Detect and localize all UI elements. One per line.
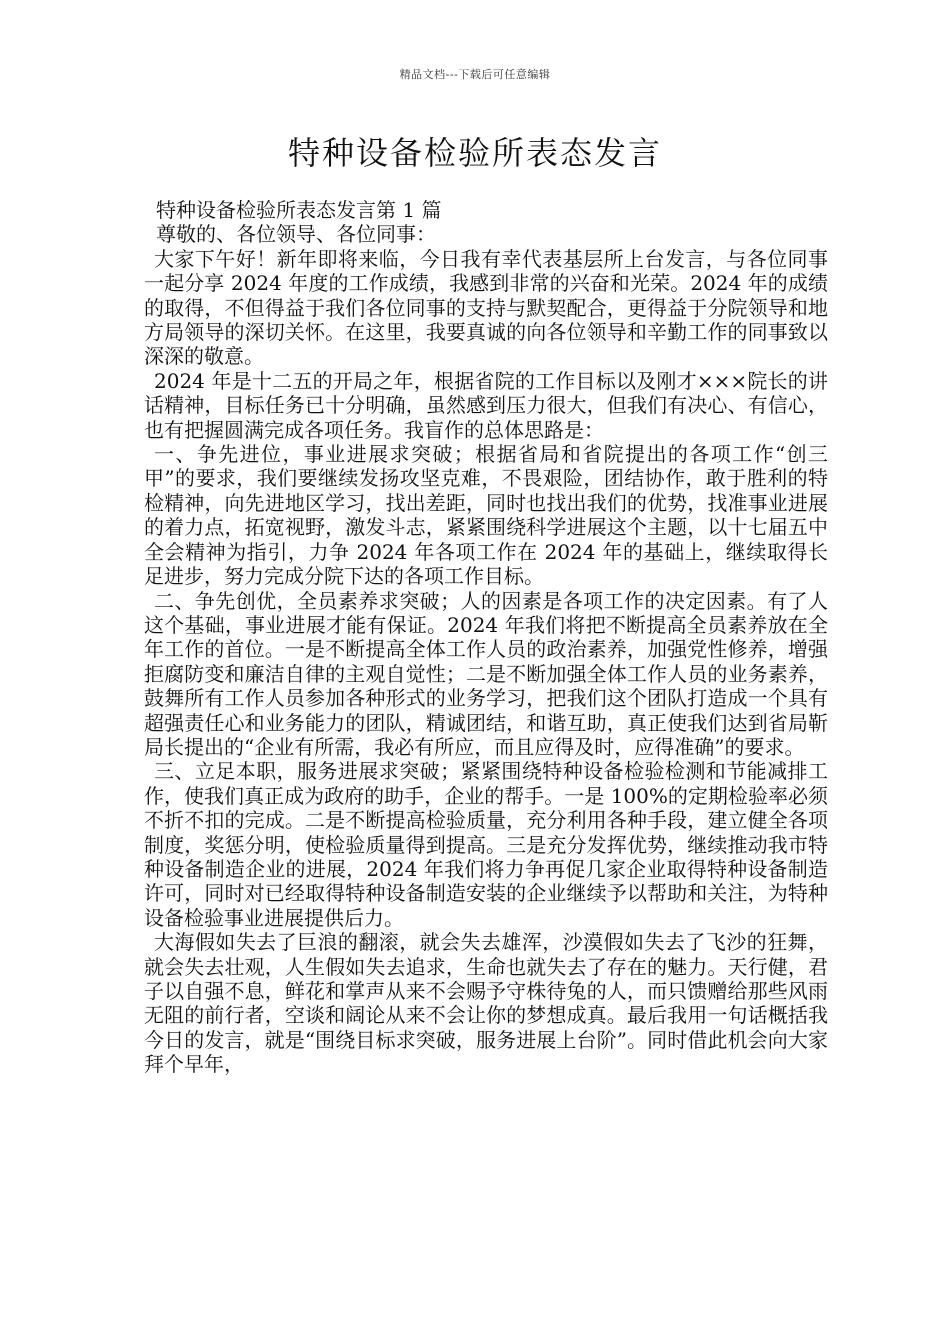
paragraph-closing: 大海假如失去了巨浪的翻滚，就会失去雄浑，沙漠假如失去了飞沙的狂舞，就会失去壮观，人生假如失去追求，生命也就失去了存在的魅力。天行健，君子以自强不息，鲜花和掌声从来不会赐予守株待兔的人，而只馈赠给那些风雨无阻的前行者，空谈和阔论从来不会让你的梦想成真。最后我用一句话概括我今日的发言，就是“围绕目标求突破，服务进展上台阶”。同时借此机会向大家拜个早年， <box>144 930 828 1077</box>
salutation: 尊敬的、各位领导、各位同事： <box>156 222 436 247</box>
paragraph-overview: 2024 年是十二五的开局之年，根据省院的工作目标以及刚才×××院长的讲话精神，目标任务已十分明确，虽然感到压力很大，但我们有决心、有信心，也有把握圆满完成各项任务。我盲作的总体思路是： <box>144 368 828 442</box>
paragraph-greeting: 大家下午好！新年即将来临，今日我有幸代表基层所上台发言，与各位同事一起分享 2024 年度的工作成绩，我感到非常的兴奋和光荣。2024 年的成绩的取得，不但得益于我们各位同事的支持与默契配合，更得益于分院领导和地方局领导的深切关怀。在这里，我要真诚的向各位领导和辛勤工作的同事致以深深的敬意。 <box>144 246 828 369</box>
document-body <box>144 198 828 1077</box>
paragraph-point-two: 二、争先创优，全员素养求突破；人的因素是各项工作的决定因素。有了人这个基础，事业进展才能有保证。2024 年我们将把不断提高全员素养放在全年工作的首位。一是不断提高全体工作人员的政治素养，加强党性修养，增强拒腐防变和廉洁自律的主观自觉性；二是不断加强全体工作人员的业务素养，鼓舞所有工作人员参加各种形式的业务学习，把我们这个团队打造成一个具有超强责任心和业务能力的团队，精诚团结，和谐互助，真正使我们达到省局靳局长提出的“企业有所需，我必有所应，而且应得及时，应得准确”的要求。 <box>144 588 828 759</box>
document-title: 特种设备检验所表态发言 <box>287 134 662 172</box>
header-note: 精品文档---下载后可任意编辑 <box>399 68 551 81</box>
document-subtitle: 特种设备检验所表态发言第 1 篇 <box>156 198 442 222</box>
paragraph-point-three: 三、立足本职，服务进展求突破；紧紧围绕特种设备检验检测和节能减排工作，使我们真正成为政府的助手，企业的帮手。一是 100%的定期检验率必须不折不扣的完成。二是不断提高检验质量，充分利用各种手段，建立健全各项制度，奖惩分明，使检验质量得到提高。三是充分发挥优势，继续推动我市特种设备制造企业的进展，2024 年我们将力争再促几家企业取得特种设备制造许可，同时对已经取得特种设备制造安装的企业继续予以帮助和关注，为特种设备检验事业进展提供后力。 <box>144 759 828 930</box>
paragraph-point-one: 一、争先进位，事业进展求突破；根据省局和省院提出的各项工作“创三甲”的要求，我们要继续发扬攻坚克难，不畏艰险，团结协作，敢于胜利的特检精神，向先进地区学习，找出差距，同时也找出我们的优势，找准事业进展的着力点，拓宽视野，激发斗志，紧紧围绕科学进展这个主题，以十七届五中全会精神为指引，力争 2024 年各项工作在 2024 年的基础上，继续取得长足进步，努力完成分院下达的各项工作目标。 <box>144 442 828 589</box>
